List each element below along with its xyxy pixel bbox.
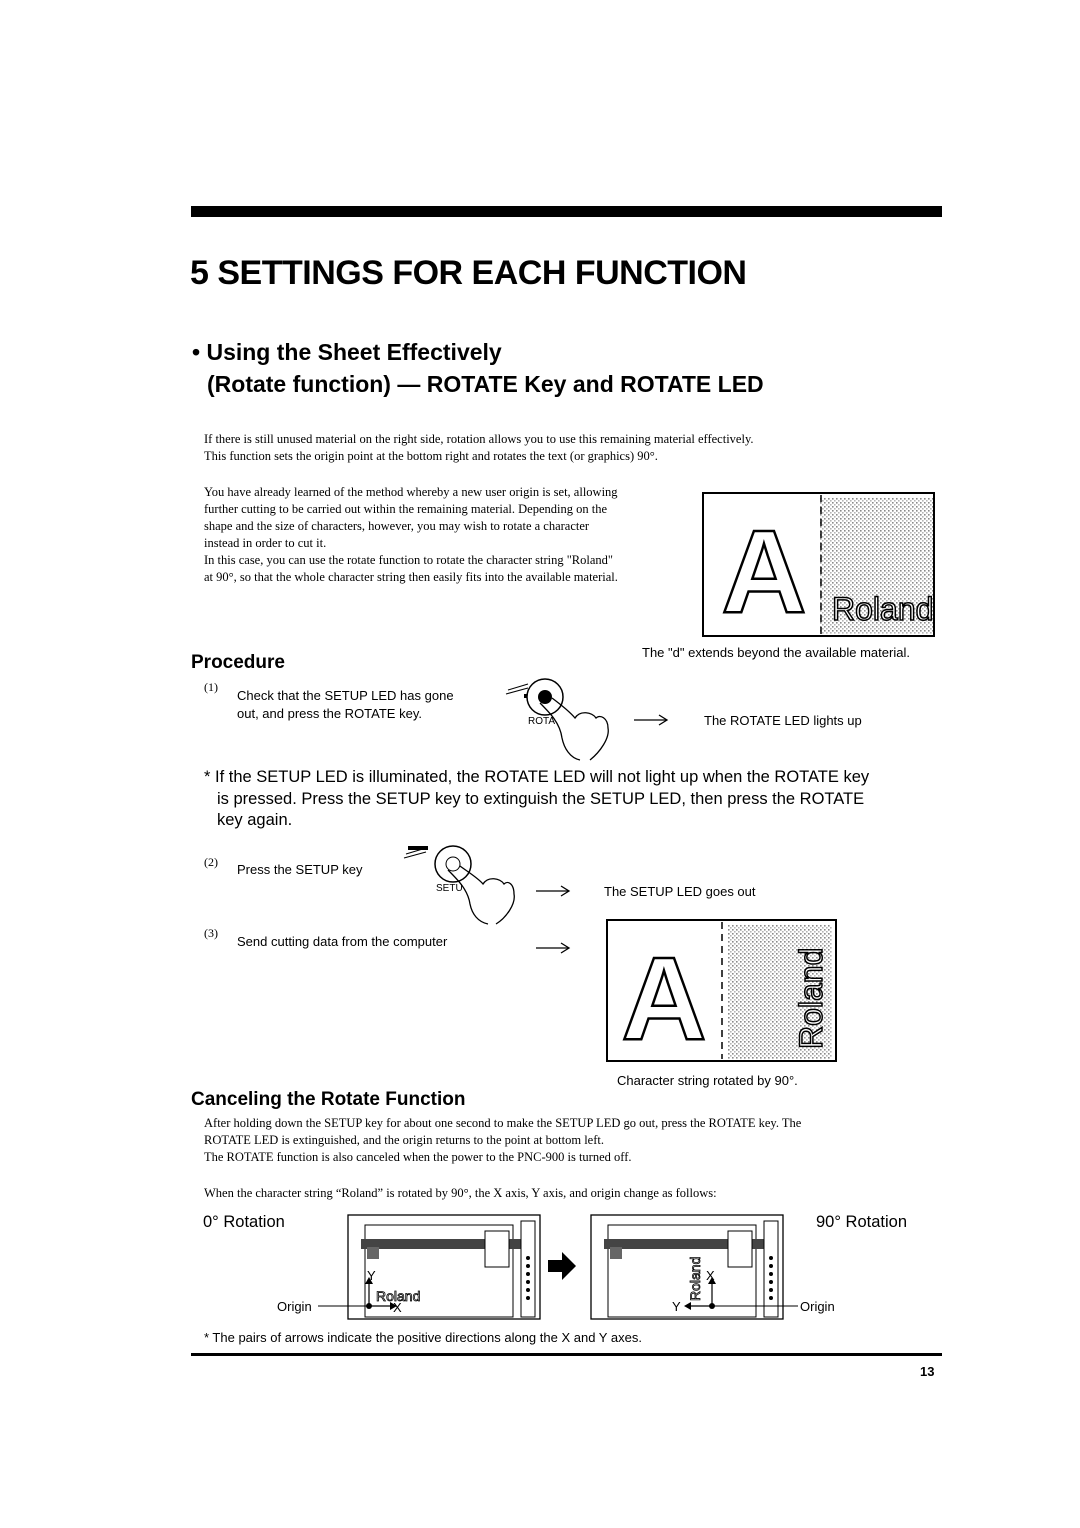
right-origin-label: Origin [800,1299,835,1314]
button-icon [769,1288,773,1292]
cancel-line: The ROTATE function is also canceled when the power to the PNC-900 is turned off. [204,1150,632,1164]
roland-text: Roland [376,1288,421,1304]
step1-line1: Check that the SETUP LED has gone [237,688,454,703]
explain-line: instead in order to cut it. [204,536,327,550]
footer-rule [191,1353,942,1356]
arrow-right-bold-icon [546,1250,578,1282]
big-letter-a: A [621,933,707,1065]
rotation-0-label: 0° Rotation [203,1213,285,1231]
material-figure-unrotated [700,490,945,640]
button-icon [526,1256,530,1260]
header-rule [191,206,942,217]
intro-paragraph [204,431,754,465]
rotation-intro: When the character string “Roland” is rotated by 90°, the X axis, Y axis, and origin change as follows: [204,1186,717,1200]
step3-number: (3) [204,926,218,940]
cancel-paragraph [204,1115,801,1166]
button-icon [769,1296,773,1300]
arrow-right-icon [632,712,672,728]
roland-text-rotated: Roland [687,1256,703,1301]
button-icon [526,1280,530,1284]
procedure-heading: Procedure [191,652,285,673]
section-title-line2: (Rotate function) — ROTATE Key and ROTATE LED [207,371,764,397]
big-letter-a: A [721,506,807,638]
carriage-icon [728,1231,752,1267]
origin-leader-line [318,1302,370,1310]
left-origin-label: Origin [277,1299,312,1314]
button-icon [769,1256,773,1260]
cancel-line: ROTATE LED is extinguished, and the origin returns to the point at bottom left. [204,1133,604,1147]
step2-result: The SETUP LED goes out [604,884,756,899]
footnote: * The pairs of arrows indicate the positive directions along the X and Y axes. [204,1330,642,1345]
button-icon [769,1280,773,1284]
step2-text: Press the SETUP key [237,862,363,877]
rotate-key-press-illustration [500,668,620,764]
section-title-line1 [192,339,502,366]
intro-line: This function sets the origin point at the bottom right and rotates the text (or graphics) 90°. [204,449,658,463]
section-title-text: Using the Sheet Effectively [206,339,502,365]
origin-leader-line [712,1302,800,1310]
setup-key-label: SETU [436,883,463,894]
setup-key-press-illustration [398,832,518,928]
button-icon [526,1264,530,1268]
explain-line: at 90°, so that the whole character string then easily fits into the available material. [204,570,618,584]
right-x-label: X [706,1268,715,1283]
cancel-line: After holding down the SETUP key for about one second to make the SETUP LED go out, press the ROTATE key. The [204,1116,802,1130]
button-icon [526,1272,530,1276]
step2-number: (2) [204,855,218,869]
page-number: 13 [920,1364,935,1379]
rotation-90-label: 90° Rotation [816,1213,907,1231]
bullet: • [192,339,201,365]
key-center-icon [538,690,552,704]
setup-led-icon [408,846,428,850]
material-figure-rotated [604,917,840,1067]
led-glow-line [506,688,528,694]
note-line: is pressed. Press the SETUP key to extinguish the SETUP LED, then press the ROTATE [217,789,865,808]
carriage-icon [485,1231,509,1267]
figure2-caption: Character string rotated by 90°. [617,1073,798,1088]
cancel-heading: Canceling the Rotate Function [191,1089,466,1110]
step1-number: (1) [204,680,218,694]
button-icon [526,1296,530,1300]
setup-led-note [204,767,869,832]
step1-line2: out, and press the ROTATE key. [237,706,422,721]
roland-text: Roland [832,591,934,627]
explain-line: You have already learned of the method whereby a new user origin is set, allowing [204,485,618,499]
note-line: key again. [217,811,293,829]
chapter-title: 5 SETTINGS FOR EACH FUNCTION [190,254,747,292]
pinch-roller-icon [367,1247,379,1259]
led-glow-line [404,852,426,858]
explain-line: shape and the size of characters, however, you may wish to rotate a character [204,519,590,533]
button-icon [769,1272,773,1276]
note-line: * If the SETUP LED is illuminated, the ROTATE LED will not light up when the ROTATE key [204,768,870,786]
step3-text: Send cutting data from the computer [237,934,448,949]
button-icon [526,1288,530,1292]
explain-line: further cutting to be carried out within the remaining material. Depending on the [204,502,607,516]
explain-line: In this case, you can use the rotate function to rotate the character string "Roland" [204,553,614,567]
right-y-label: Y [672,1299,681,1314]
step1-result: The ROTATE LED lights up [704,713,862,728]
explain-paragraph [204,484,618,586]
left-y-label: Y [367,1268,376,1283]
arrow-right-icon [534,883,574,899]
key-center-icon [446,857,460,871]
roland-text-rotated: Roland [793,947,829,1049]
left-x-label: X [393,1300,402,1315]
figure1-caption: The "d" extends beyond the available material. [642,645,910,660]
button-icon [769,1264,773,1268]
arrow-right-icon [534,940,574,956]
pinch-roller-icon [610,1247,622,1259]
rotate-key-label: ROTA [528,716,556,727]
intro-line: If there is still unused material on the right side, rotation allows you to use this remaining material effectively. [204,432,754,446]
